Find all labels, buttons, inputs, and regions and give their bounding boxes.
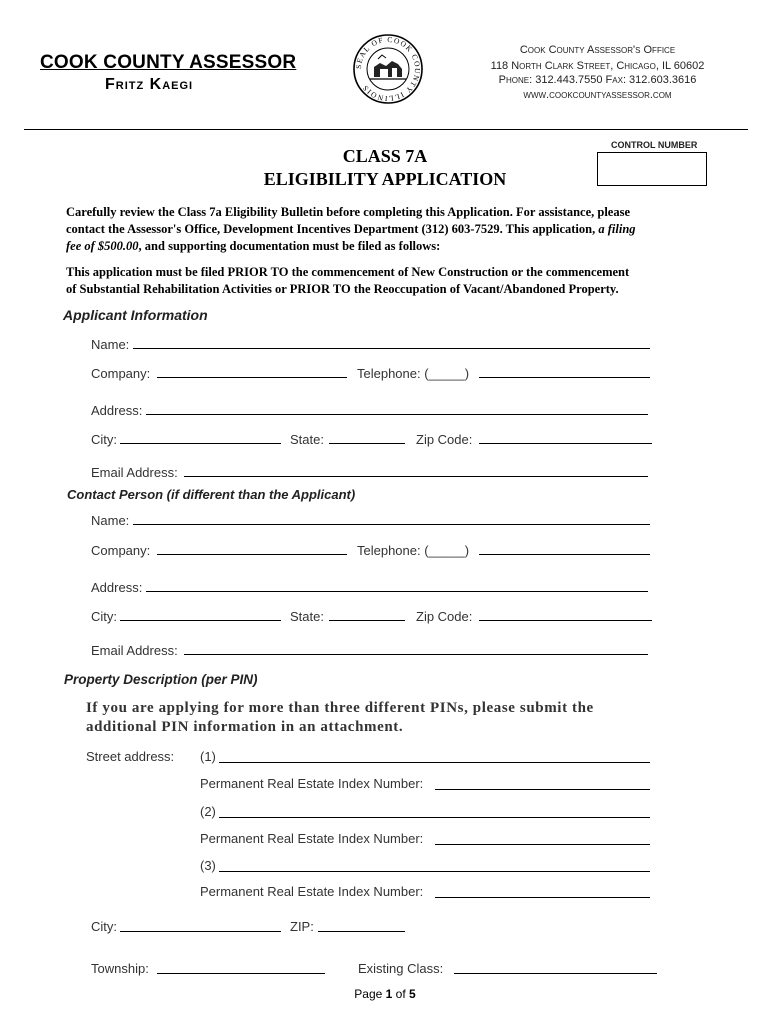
cook-county-seal bbox=[352, 33, 424, 105]
office-phone: Phone: 312.443.7550 Fax: 312.603.3616 bbox=[498, 74, 697, 86]
property-city-label: City: bbox=[91, 919, 117, 934]
page-prefix: Page bbox=[354, 987, 386, 1001]
applicant-state-field[interactable] bbox=[329, 443, 405, 444]
svg-text:SEAL OF COOK COUNTY ILLINOIS: SEAL OF COOK COUNTY ILLINOIS bbox=[353, 34, 423, 104]
applicant-name-field[interactable] bbox=[133, 348, 650, 349]
form-title-class: CLASS 7A bbox=[342, 146, 428, 166]
notice-line-2: of Substantial Rehabilitation Activities or PRIOR TO the Reoccupation of Vacant/Abandoned Property. bbox=[66, 282, 619, 296]
intro-line-2 bbox=[66, 221, 706, 238]
street-address-1-label: (1) bbox=[200, 749, 216, 764]
applicant-state-label: State: bbox=[290, 432, 324, 447]
page-total: 5 bbox=[409, 987, 416, 1001]
contact-company-field[interactable] bbox=[157, 554, 347, 555]
property-zip-label: ZIP: bbox=[290, 919, 314, 934]
contact-telephone-label: Telephone: (_____) bbox=[357, 543, 470, 558]
street-address-3-field[interactable] bbox=[219, 871, 650, 872]
street-address-2-label: (2) bbox=[200, 804, 216, 819]
form-title-application: ELIGIBILITY APPLICATION bbox=[263, 169, 507, 189]
page-current: 1 bbox=[385, 987, 393, 1001]
property-note-line-1: If you are applying for more than three different PINs, please submit the bbox=[86, 700, 594, 716]
contact-name-field[interactable] bbox=[133, 524, 650, 525]
applicant-city-label: City: bbox=[91, 432, 117, 447]
street-address-label: Street address: bbox=[86, 749, 175, 764]
contact-address-label: Address: bbox=[91, 580, 143, 595]
intro-line-3 bbox=[66, 238, 706, 255]
pin-3-label: Permanent Real Estate Index Number: bbox=[200, 884, 424, 899]
intro-line-1: Carefully review the Class 7a Eligibility Bulletin before completing this Application. For assistance, please bbox=[66, 205, 631, 219]
pin-1-field[interactable] bbox=[435, 789, 650, 790]
property-note-line-2: additional PIN information in an attachment. bbox=[86, 719, 404, 735]
existing-class-field[interactable] bbox=[454, 973, 657, 974]
contact-email-field[interactable] bbox=[184, 654, 648, 655]
applicant-address-label: Address: bbox=[91, 403, 143, 418]
contact-name-label: Name: bbox=[91, 513, 130, 528]
assessor-title: COOK COUNTY ASSESSOR bbox=[40, 52, 297, 73]
contact-zip-field[interactable] bbox=[479, 620, 652, 621]
intro-line-3-text: , and supporting documentation must be filed as follows: bbox=[138, 239, 441, 253]
applicant-email-field[interactable] bbox=[184, 476, 648, 477]
pin-3-field[interactable] bbox=[435, 897, 650, 898]
office-website: www.cookcountyassessor.com bbox=[523, 89, 672, 101]
property-heading: Property Description (per PIN) bbox=[64, 672, 258, 687]
contact-state-field[interactable] bbox=[329, 620, 405, 621]
contact-company-label: Company: bbox=[91, 543, 151, 558]
street-address-2-field[interactable] bbox=[219, 817, 650, 818]
contact-heading: Contact Person (if different than the Applicant) bbox=[67, 487, 356, 502]
control-number-label: CONTROL NUMBER bbox=[611, 140, 698, 150]
applicant-city-field[interactable] bbox=[120, 443, 281, 444]
applicant-company-label: Company: bbox=[91, 366, 151, 381]
applicant-company-field[interactable] bbox=[157, 377, 347, 378]
contact-city-label: City: bbox=[91, 609, 117, 624]
pin-2-label: Permanent Real Estate Index Number: bbox=[200, 831, 424, 846]
township-label: Township: bbox=[91, 961, 149, 976]
page-of: of bbox=[392, 987, 410, 1001]
office-address: 118 North Clark Street, Chicago, IL 60602 bbox=[490, 60, 705, 72]
contact-state-label: State: bbox=[290, 609, 324, 624]
contact-address-field[interactable] bbox=[146, 591, 648, 592]
notice-line-1: This application must be filed PRIOR TO the commencement of New Construction or the commencement bbox=[66, 265, 630, 279]
property-city-field[interactable] bbox=[120, 931, 281, 932]
applicant-telephone-label: Telephone: (_____) bbox=[357, 366, 470, 381]
assessor-name: Fritz Kaegi bbox=[105, 76, 194, 93]
street-address-1-field[interactable] bbox=[219, 762, 650, 763]
contact-city-field[interactable] bbox=[120, 620, 281, 621]
intro-paragraph bbox=[66, 204, 706, 255]
intro-line-2-text: contact the Assessor's Office, Development Incentives Department (312) 603-7529. This application, bbox=[66, 222, 599, 236]
applicant-heading: Applicant Information bbox=[63, 307, 208, 323]
applicant-telephone-field[interactable] bbox=[479, 377, 650, 378]
township-field[interactable] bbox=[157, 973, 325, 974]
property-zip-field[interactable] bbox=[318, 931, 405, 932]
applicant-zip-label: Zip Code: bbox=[416, 432, 473, 447]
header-divider bbox=[24, 129, 748, 130]
contact-email-label: Email Address: bbox=[91, 643, 178, 658]
pin-2-field[interactable] bbox=[435, 844, 650, 845]
applicant-email-label: Email Address: bbox=[91, 465, 178, 480]
pin-1-label: Permanent Real Estate Index Number: bbox=[200, 776, 424, 791]
applicant-address-field[interactable] bbox=[146, 414, 648, 415]
applicant-zip-field[interactable] bbox=[479, 443, 652, 444]
intro-line-2-italic: a filing bbox=[598, 222, 636, 236]
page-number bbox=[300, 987, 470, 1001]
filing-notice bbox=[66, 264, 706, 298]
filing-fee: fee of $500.00 bbox=[66, 239, 139, 253]
applicant-name-label: Name: bbox=[91, 337, 130, 352]
existing-class-label: Existing Class: bbox=[358, 961, 444, 976]
seal-icon bbox=[352, 33, 424, 105]
contact-zip-label: Zip Code: bbox=[416, 609, 473, 624]
contact-telephone-field[interactable] bbox=[479, 554, 650, 555]
office-name: Cook County Assessor's Office bbox=[519, 44, 676, 56]
street-address-3-label: (3) bbox=[200, 858, 216, 873]
